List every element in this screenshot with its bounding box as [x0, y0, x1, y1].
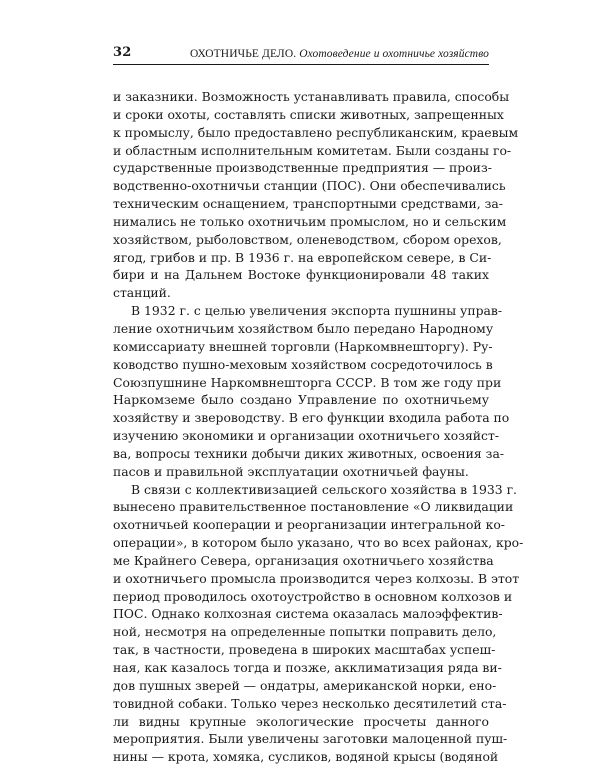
text-line: В 1932 г. с целью увеличения экспорта пушнины управ-	[131, 303, 503, 319]
page-number: 32	[113, 45, 132, 60]
text-line: мероприятия. Были увеличены заготовки малоценной пуш-	[113, 731, 508, 747]
text-line: ление охотничьим хозяйством было передано Народному	[113, 320, 494, 336]
text-line: ной, несмотря на определенные попытки поправить дело,	[113, 624, 497, 640]
running-head	[113, 38, 489, 60]
text-line: дов пушных зверей — ондатры, американской норки, ено-	[113, 677, 497, 693]
text-line: техническим оснащением, транспортными средствами, за-	[113, 196, 503, 212]
text-line: и охотничьего промысла производится через колхозы. В этот	[113, 570, 520, 586]
text-line: ягод, грибов и пр. В 1936 г. на европейском севере, в Си-	[113, 249, 492, 265]
text-line: ПОС. Однако колхозная система оказалась малоэффектив-	[113, 606, 503, 622]
book-title: ОХОТНИЧЬЕ ДЕЛО.	[189, 48, 297, 60]
text-line: охотничьей кооперации и реорганизации интегральной ко-	[113, 517, 505, 533]
text-line: сударственные производственные предприятия — произ-	[113, 160, 492, 176]
text-line: и сроки охоты, составлять списки животных, запрещенных	[113, 106, 504, 122]
text-line: станций.	[113, 285, 171, 301]
text-line: ва, вопросы техники добычи диких животных, освоения за-	[113, 445, 505, 461]
text-line: нины — крота, хомяка, сусликов, водяной крысы (водяной	[113, 749, 499, 765]
text-line: товидной собаки. Только через несколько десятилетий ста-	[113, 695, 507, 711]
body-text	[113, 88, 524, 766]
text-line: операции», в котором было указано, что во всех районах, кро-	[113, 535, 524, 551]
text-line: и областным исполнительным комитетам. Были созданы го-	[113, 142, 512, 158]
text-line: так, в частности, проведена в широких масштабах успеш-	[113, 642, 496, 658]
header-rule	[113, 64, 489, 65]
text-line: В связи с коллективизацией сельского хозяйства в 1933 г.	[131, 481, 517, 497]
text-line: вынесено правительственное постановление «О ликвидации	[113, 499, 514, 515]
text-line: хозяйству и звероводству. В его функции входила работа по	[113, 410, 510, 426]
book-subtitle: Охотоведение и охотничье хозяйство	[299, 48, 489, 60]
text-line: пасов и правильной эксплуатации охотничьей фауны.	[113, 463, 469, 479]
text-line: комиссариату внешней торговли (Наркомвнешторгу). Ру-	[113, 338, 493, 354]
text-line: бири и на Дальнем Востоке функционировали 48 таких	[113, 267, 489, 283]
text-line: ли видны крупные экологические просчеты данного	[113, 713, 489, 729]
text-line: Союзпушнине Наркомвнешторга СССР. В том же году при	[113, 374, 502, 390]
text-line: и заказники. Возможность устанавливать правила, способы	[113, 89, 510, 104]
text-line: ководство пушно-меховым хозяйством сосредоточилось в	[113, 356, 493, 372]
text-line: ме Крайнего Севера, организация охотничьего хозяйства	[113, 552, 494, 568]
running-title	[190, 48, 489, 60]
text-line: к промыслу, было предоставлено республиканским, краевым	[113, 124, 519, 140]
text-line: период проводилось охотоустройство в основном колхозов и	[113, 588, 513, 604]
text-line: ная, как казалось тогда и позже, акклиматизация ряда ви-	[113, 660, 502, 675]
text-line: изучению экономики и организации охотничьего хозяйст-	[113, 428, 500, 444]
text-line: нимались не только охотничьим промыслом, но и сельским	[113, 213, 507, 229]
text-line: Наркомземе было создано Управление по охотничьему	[113, 392, 489, 408]
text-line: хозяйством, рыболовством, оленеводством, сбором орехов,	[113, 231, 502, 247]
text-line: водственно-охотничьи станции (ПОС). Они обеспечивались	[113, 178, 506, 194]
